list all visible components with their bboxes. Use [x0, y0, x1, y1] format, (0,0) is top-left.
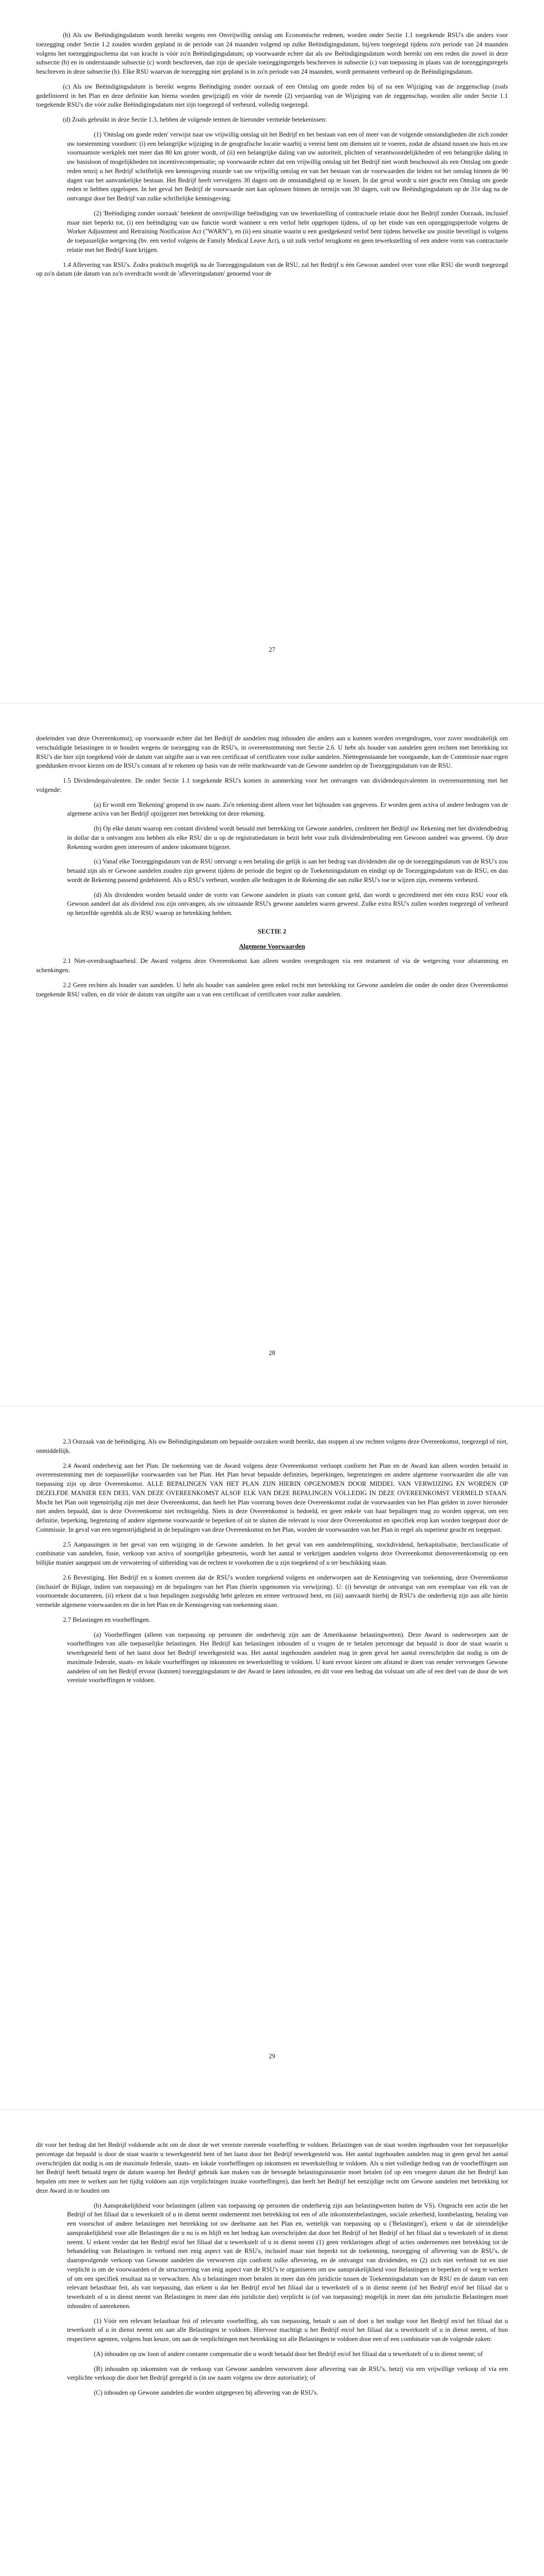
document-page [0, 0, 544, 703]
section-2-1-non-transferability: 2.1 Niet-overdraagbaarheid. De Award volgens deze Overeenkomst kan alleen worden overgedragen via een testament of via de wetgeving voor afstamming en schenkingen. [36, 957, 508, 974]
section-2-2-no-shareholder-rights: 2.2 Geen rechten als houder van aandelen. U hebt als houder van aandelen geen enkel recht met betrekking tot Gewone aandelen die onder de onder deze Overeenkomst toegekende RSU vallen, en dit vóór de datum van uitgifte aan u van een certificaat of certificaten voor zulke aandelen. [36, 981, 508, 998]
document-page [0, 1406, 544, 2110]
paragraph-2-7-b-tax-liability: (b) Aansprakelijkheid voor belastingen (alleen van toepassing op personen die onderhevig zijn aan belastingwetten buiten de VS). Ongeacht een actie die het Bedrijf of het filiaal dat u tewerkstelt of u in dienst neemt onderneemt met betrekking tot een of alle inkomstenbelastingen, sociale zekerheid, loonbelasting, betaling van een voorschot of andere belastingen met betrekking tot uw deelname aan het Plan en, wettelijk van toepassing op u ('Belastingen'), erkent u dat de uiteindelijke aansprakelijkheid voor alle Belastingen die u nu is en blijft en het bedrag kan overschrijden dat door het Bedrijf of het Bedrijf of het filiaal dat u tewerkstelt of in dienst neemt. U erkent verder dat het Bedrijf en/of het filiaal dat u tewerkstelt of u in dienst neemt (1) geen verklaringen aflegt of acties ondernemen met betrekking tot de behandeling van Belastingen in verband met enig aspect van de RSU's, inclusief maar niet beperkt tot de toekenning, toezegging of aflevering van de RSU's, de daaropvolgende verkoop van Gewone aandelen die verworven zijn conform zulke aflevering, en de ontvangst van dividenden, en (2) zich niet verbindt tot en niet verplicht is om de voorwaarden of de structurering van enig aspect van de RSU's te organiseren om uw aansprakelijkheid voor Belastingen te beperken of weg te werken of om een specifiek resultaat na te verwachten. Als u belastingen moet betalen in meer dan één juridictie tussen de Toekenningsdatum van de RSU en de datum van een relevant belastbaar feit, als van toepassing, dan erkent u dat het Bedrijf en/of het filiaal dat u tewerkstelt of u in dienst neemt (of het Bedrijf en/of het filiaal dat u tewerkstelt of u in dienst neemt van Belastingen in meer dan één juridictie dan) verplicht is (of van toepassing) mogelijk in meer dan één jurisdictie Belastingen moet inhouden of aanrekenen. [67, 2201, 508, 2310]
paragraph-option-b: (B) inhouden op inkomsten van de verkoop van Gewone aandelen verworven door aflevering van de RSU's, hetzij via een vrijwillige verkoop of via een verplichte verkoop die door het Bedrijf geregeld is (in uw naam volgens uw deze autorisatie); of [67, 2365, 508, 2382]
page-number: 29 [269, 2053, 275, 2060]
section-2-6-acknowledgment: 2.6 Bevestiging. Het Bedrijf en u komen overeen dat de RSU's worden toegekend volgens en onderworpen aan de Kennisgeving van toekenning, deze Overeenkomst (inclusief de Bijlage, indien van toepassing) en de bepalingen van het Plan (hierin opgenomen via verwijzing). U: (i) bevestigt de ontvangst van een exemplaar van elk van de voornoemde documenten, (ii) erkent dat u hun bepalingen zorgvuldig hebt gelezen en ermee vertrouwd bent, en (iii) aanvaardt hierbij de RSU's die onderhevig zijn aan alle hierin vermelde algemene voorwaarden en die in het Plan en de Kennisgeving van toekenning staan. [36, 1573, 508, 1608]
paragraph-continuation: doeleinden van deze Overeenkomst); op voorwaarde echter dat het Bedrijf de aandelen mag inhouden die anders aan u kunnen worden overgedragen, voor zover noodzakelijk om verschuldigde belastingen in te houden wegens de toezegging van de RSU's, in overeenstemming met Sectie 2.6. U hebt als houder van aandelen geen rechten met betrekking tot RSU's die hier zijn toegekend vóór de datum van uitgifte aan u van een certificaat of certificaten voor zulke aandelen. Niettegenstaande het voorgaande, kan de Commissie naar eigen goeddunken ervoor kiezen om de RSU's contant af te rekenen op basis van de reële marktwaarde van de Gewone aandelen op de Toezeggingsdatum van de RSU. [36, 735, 508, 770]
paragraph-continuation: dit voor het bedrag dat het Bedrijf voldoende acht om de door de wet vereiste roerende voorheffing te voldoen. Belastingen van de staat worden ingehouden voor het toepasselijke percentage dat bepaald is door de staat waarin u tewerkgesteld bent of het laatst door het Bedrijf tewerkgesteld was. Het aantal ingehouden aandelen mag in geen geval het aantal overschrijden dat nodig is om de maximale federale, staats- en lokale voorheffingen op inkomsten en tewerkstelling te voldoen. Als u niet volledige bedrag van de voorheffingen aan het Bedrijf heeft betaald tegen de datum waarop het Bedrijf gebruik kan maken van de bevoegde belastingsinstantie moet betalen (of op een vroegere datum die het Bedrijf kan bepalen om mee te werken aan het tijdig voldoen aan zijn verplichtingen inzake voorheffingen), dan heeft het Bedrijf het eenzijdige recht om Gewone aandelen met betrekking tot deze Award in te houden om [36, 2141, 508, 2194]
paragraph-1-5-a: (a) Er wordt een 'Rekening' geopend in uw naam. Zo'n rekening dient alleen voor het bijhouden van gegevens. Er worden geen activa of andere bedragen van de algemene activa van het Bedrijf opzijgezet met betrekking tot deze rekening. [67, 801, 508, 818]
section-2-5-adjustments: 2.5 Aanpassingen in het geval van een wijziging in de Gewone aandelen. In het geval van een aandelensplitsing, stockdividend, herkapitalisatie, herclassificatie of combinatie van aandelen, fusie, verkoop van activa of soortgelijke gebeurtenis, wordt het aantal te verkrijgen aandelen volgens deze Overeenkomst dienovereenkomstig op een billijke manier aangepast om de verwatering of uitbreiding van de rechten te voorkomen die u zijn toegekend of u ter beschikking staan. [36, 1540, 508, 1566]
paragraph-1-5-c: (c) Vanaf elke Toezeggingsdatum van de RSU ontvangt u een betaling die gelijk is aan het bedrag van dividenden die op de toezeggingsdatum van de RSU's zou betaald zijn als er Gewone aandelen zouden zijn geweest tijdens de periode die begint op de Toekenningsdatum en eindigt op de Toezeggingsdatum van de RSU, en dan wordt de Rekening passend gedebiteerd. Als u RSU's verbeurt, worden alle bedragen in de Rekening die aan zulke RSU's toe te wijzen zijn, eveneens verbeurd. [67, 858, 508, 884]
definition-good-reason: (1) 'Ontslag om goede reden' verwijst naar uw vrijwillig ontslag uit het Bedrijf en het bestaan van een of meer van de volgende omstandigheden die zich zonder uw toestemming voordoen: (i) een belangrijke wijziging in de geografische locatie waarbij u vereist bent om diensten uit te voeren, zodat de afstand tussen uw huis en uw voornaamste werkplek met meer dan 80 km groter wordt, of (ii) een belangrijke daling van uw autoriteit, plichten of verantwoordelijkheden of een belangrijke daling in uw basisloon of mogelijkheden tot incentivecompensatie; op voorwaarde echter dat een vrijwillig ontslag uit het Bedrijf niet wordt beschouwd als een Ontslag om goede reden tenzij u het Bedrijf schriftelijk een kennisgeving stuurde van uw vrijwillig ontslag en van het bestaan van de voorwaarden die leiden tot het ontslag binnen de 90 dagen van het aanvankelijke bestaan. Het Bedrijf heeft vervolgens 30 dagen om de omstandigheid op te lossen. In dat geval wordt u niet geacht een Ontslag om goede reden te hebben opgelopen. In het geval het Bedrijf de voorwaarde niet kan oplossen binnen de termijn van 30 dagen, valt uw Beëindigingsdatum op de 31e dag na de ontvangst door het Bedrijf van zulke schriftelijke kennisgeving. [67, 130, 508, 202]
paragraph-1-3-d: (d) Zoals gebruikt in deze Sectie 1.3, hebben de volgende termen de hieronder vermelde betekenissen: [63, 116, 327, 123]
section-1-4-delivery: 1.4 Aflevering van RSU's. Zodra praktisch mogelijk na de Toezeggingsdatum van de RSU, zal het Bedrijf u één Gewoon aandeel over voor elke RSU die wordt toegezegd op zo'n datum (de datum van zo'n overdracht wordt de 'afleveringsdatum' genoemd voor de [36, 261, 508, 278]
paragraph-2-7-a-withholding: (a) Voorheffingen (alleen van toepassing op personen die onderhevig zijn aan de Amerikaanse belastingwetten). Deze Award is onderworpen aan de voorheffingen van alle toepasselijke belastingen. Het Bedrijf kan belastingen inhouden of u vragen de te betalen percentage dat bepaald is door de staat waarin u tewerkgesteld bent of het laatst door het Bedrijf tewerkgesteld was. Het aantal ingehouden aandelen mag in geen geval het aantal overschrijden dat nodig is om de maximale federale, staats- en lokale voorheffingen op inkomsten en tewerkstelling te voldoen. U kunt ervoor kiezen om afstand te doen van eender vervroegen Gewone aandelen of om het Bedrijf ervoor (kunnen) toezeggingsdatum te der Award te laten inhouden, en dit voor een bedrag dat volstaat om alle of een deel van de door de wet vereiste voorheffingen te voldoen. [67, 1631, 508, 1684]
section-heading: SECTIE 2 [257, 927, 287, 935]
definition-termination-without-cause: (2) 'Beëindiging zonder oorzaak' betekent de onvrijwillige beëindiging van uw tewerkstelling of contractuele relatie door het Bedrijf zonder Oorzaak, inclusief maar niet beperkt tot, (i) een beëindiging van uw functie wordt wanneer u een verlof hebt opgelopen tijdens, of op het einde van een opzeggingsperiode volgens de Worker Adjustment and Retraining Notification Act ("WARN"), en (ii) een situatie waarin u een goedgekeurd verlof bent tijdens hetwelke uw positie beveiligd is volgens de toepasselijke wetgeving (bv. een verlof volgens de Family Medical Leave Act), u uit zulk verlof terugkomt en geen tewerkstelling of een andere vorm van contractuele relatie met het Bedrijf kunt krijgen. [67, 209, 508, 253]
paragraph-1-3-c: (c) Als uw Beëindigingsdatum is bereikt wegens Beëindiging zonder oorzaak of een Ontslag om goede reden bij of na een Wijziging van de zeggenschap (zoals gedefinieerd in het Plan en deze definitie kan hierna worden gewijzigd) en vóór de tweede (2) verjaardag van de Wijziging van de zeggenschap, worden alle onder Sectie 1.1 toegekende RSU's die vóór zulke Beëindigingsdatum niet zijn toegezegd of verbeurd, volledig toegezegd. [36, 82, 508, 109]
page-number: 27 [269, 646, 275, 653]
paragraph-1-5-d: (d) Als dividenden worden betaald onder de vorm van Gewone aandelen in plaats van contant geld, dan wordt u gecrediteerd met één extra RSU voor elk Gewoon aandeel dat als dividend zou zijn ontvangen, als uw uitstaande RSU's gewone aandelen waren geweest. Zulke extra RSU's zullen worden toegezegd of verbeurd op hetzelfde ogenblik als de RSU waarop ze betrekking hebben. [67, 891, 508, 917]
paragraph-option-c: (C) inhouden op Gewone aandelen die worden uitgegeven bij aflevering van de RSU's. [94, 2389, 319, 2396]
paragraph-1-3-b: (b) Als uw Beëindigingsdatum wordt bereikt wegens een Onvrijwillig ontslag om Economische redenen, worden onder Sectie 1.1 toegekende RSU's die anders voor toezegging onder Sectie 1.2 zouden worden gepland in de periode van 24 maanden volgend op zulke Beëindigingsdatum, bij/een toegezegd tijdens zo'n periode van 24 maanden volgens het toezeggingsschema dat van kracht is vóór zo'n Beëindigingsdatum; op voorwaarde echter dat als uw Beëindigingsdatum wordt bereikt om een reden die zowel in deze subsectie (b) en in onderstaande subsectie (c) wordt beschreven, dan zijn de speciale toezeggingsregels beschreven in subsectie (c) van toepassing in plaats van de toezeggingsregels beschreven in deze subsectie (b). Elke RSU waarvan de toezegging niet gepland is in zo'n periode van 24 maanden, wordt permanent verbeurd op de Beëindigingsdatum. [36, 31, 508, 75]
page-number: 28 [269, 1349, 275, 1357]
paragraph-option-a: (A) inhouden op uw loon of andere contante compensatie die u wordt betaald door het Bedrijf en/of het filiaal dat u tewerkstelt of u in dienst neemt; of [94, 2350, 483, 2358]
paragraph-1-5-b: (b) Op elke datum waarop een contant dividend wordt betaald met betrekking tot Gewone aandelen, crediteert het Bedrijf uw Rekening met het dividendbedrag in dollar dat u ontvangen zou hebben als elke RSU die u op de registratiedatum in bezit hebt voor zulk dividendenbetaling een Gewoon aandeel was geweest. Op deze Rekening worden geen interesten of andere inkomsten bijgezet. [67, 825, 508, 851]
section-2-4-subject-to-plan: 2.4 Award onderhevig aan het Plan. De toekenning van de Award volgens deze Overeenkomst verloopt conform het Plan en de Award kan alleen worden betaald in overeenstemming met de toepasselijke voorwaarden van het Plan. Het Plan bevat bepaalde definities, beperkingen, begrenzingen en andere algemene voorwaarden die alle van toepassing zijn op deze Overeenkomst. ALLE BEPALINGEN VAN HET PLAN ZIJN HIERIN OPGENOMEN DOOR MIDDEL VAN VERWIJZING EN WORDEN OP DEZELFDE MANIER EEN DEEL VAN DEZE OVEREENKOMST ALSOF ELK VAN DEZE BEPALINGEN VOLLEDIG IN DEZE OVEREENKOMST VERMELD STAAN. Mocht het Plan ooit tegenstrijdig zijn met deze Overeenkomst, dan heeft het Plan voorrang boven deze Overeenkomst zodat de voorwaarden van het Plan gelden in zover hieronder niet anders bepaald, dan is deze Overeenkomst niet rechtsgeldig. Niets in deze Overeenkomst is bedoeld, en geen enkele van haar bepalingen mag zo worden opgevat, om een definitie, beperking, begrenzing of andere algemene voorwaarde te beperken of uit te sluiten die relevant is voor deze Overeenkomst en specifiek erop kan worden toegepast door de Commissie. In geval van een tegenstrijdigheid in de bepalingen van deze Overeenkomst en het Plan, worden de voorwaarden van het Plan in regel als superieur geacht en toegepast. [36, 1462, 508, 1533]
document-page [0, 2110, 544, 2576]
paragraph-2-7-b-1: (1) Vóór een relevant belastbaar feit of relevante voorheffing, als van toepassing, betaalt u aan of doet u het nodige voor het Bedrijf en/of het filiaal dat u tewerkstelt of u in dienst neemt om aan alle Belastingen te voldoen. Hiervoor machtigt u het Bedrijf en/of het filiaal dat u tewerkstelt of u in dienst neemt, of hun respectieve agenten, volgens hun keuze, om aan de verplichtingen met betrekking tot alle Belastingen te voldoen door een of een combinatie van de volgende zaken: [67, 2317, 508, 2343]
document-page [0, 703, 544, 1406]
section-subheading: Algemene Voorwaarden [239, 942, 305, 950]
section-1-5-dividend-equivalents: 1.5 Dividendequivalenten. De onder Sectie 1.1 toegekende RSU's komen in aanmerking voor het ontvangen van dividendequivalenten in overeenstemming met het volgende: [36, 777, 508, 793]
section-2-7-taxes-heading: 2.7 Belastingen en voorheffingen. [63, 1616, 151, 1623]
section-2-3-cause: 2.3 Oorzaak van de beëindiging. Als uw Beëindigingsdatum om bepaalde oorzaken wordt bereikt, dan stoppen al uw rechten volgens deze Overeenkomst, toegezegd of niet, onmiddellijk. [36, 1438, 508, 1454]
